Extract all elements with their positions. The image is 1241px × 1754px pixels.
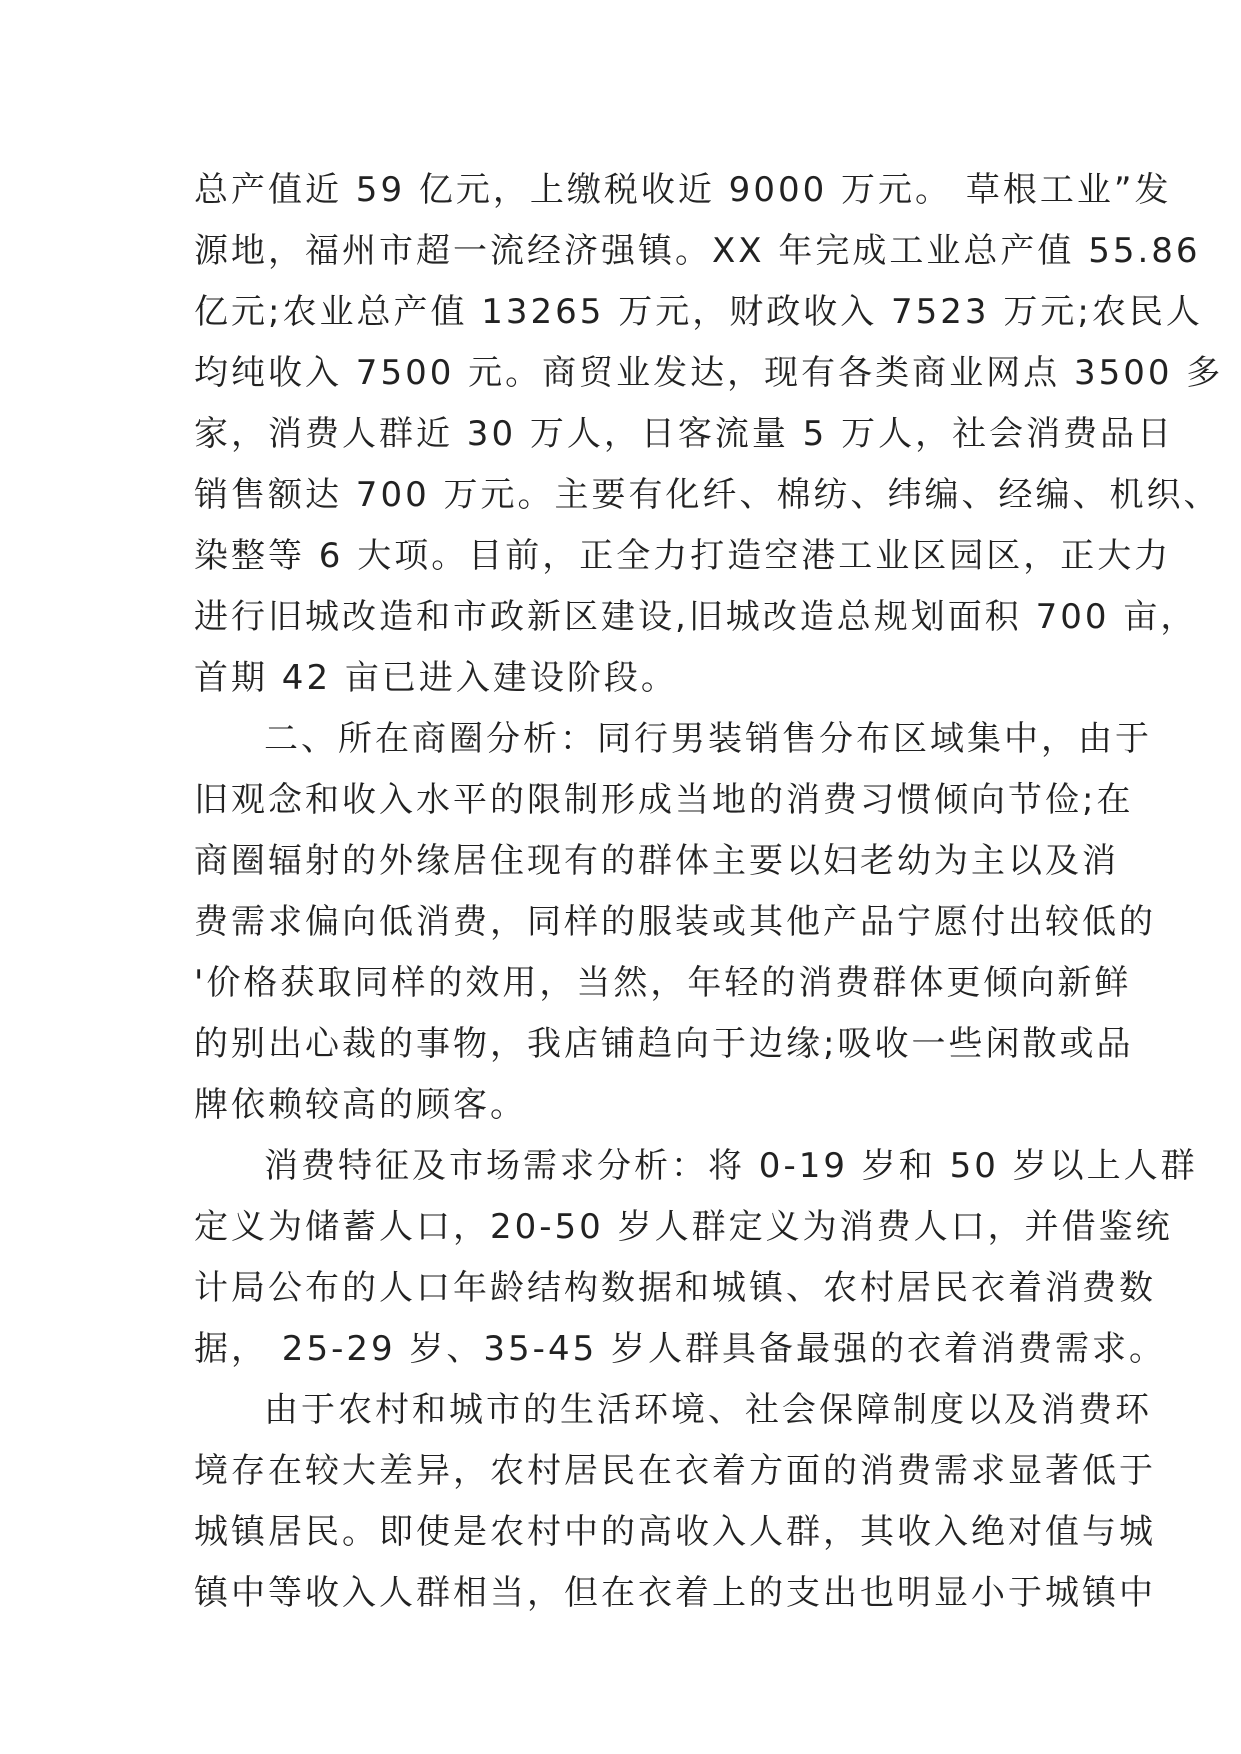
- text-line: 的别出心裁的事物，我店铺趋向于边缘;吸收一些闲散或品: [194, 1024, 1134, 1064]
- text-line: 首期 42 亩已进入建设阶段。: [194, 658, 678, 698]
- text-line: 总产值近 59 亿元，上缴税收近 9000 万元。 草根工业”发: [194, 170, 1172, 210]
- text-line: '价格获取同样的效用，当然，年轻的消费群体更倾向新鲜: [194, 963, 1132, 1003]
- text-line: 源地，福州市超一流经济强镇。XX 年完成工业总产值 55.86: [194, 231, 1201, 271]
- text-line: 均纯收入 7500 元。商贸业发达，现有各类商业网点 3500 多: [194, 353, 1224, 393]
- text-line: 境存在较大差异，农村居民在衣着方面的消费需求显著低于: [194, 1451, 1156, 1491]
- paragraph-first-line: 二、所在商圈分析：同行男装销售分布区域集中，由于: [264, 719, 1152, 759]
- text-line: 家，消费人群近 30 万人，日客流量 5 万人，社会消费品日: [194, 414, 1175, 454]
- text-line: 商圈辐射的外缘居住现有的群体主要以妇老幼为主以及消: [194, 841, 1119, 881]
- text-line: 据， 25-29 岁、35-45 岁人群具备最强的衣着消费需求。: [194, 1329, 1167, 1369]
- paragraph-first-line: 消费特征及市场需求分析：将 0-19 岁和 50 岁以上人群: [264, 1146, 1198, 1186]
- text-line: 进行旧城改造和市政新区建设,旧城改造总规划面积 700 亩，: [194, 597, 1198, 637]
- text-line: 旧观念和收入水平的限制形成当地的消费习惯倾向节俭;在: [194, 780, 1134, 820]
- text-line: 亿元;农业总产值 13265 万元，财政收入 7523 万元;农民人: [194, 292, 1203, 332]
- text-line: 镇中等收入人群相当，但在衣着上的支出也明显小于城镇中: [194, 1573, 1156, 1613]
- text-line: 定义为储蓄人口，20-50 岁人群定义为消费人口，并借鉴统: [194, 1207, 1173, 1247]
- text-line: 牌依赖较高的顾客。: [194, 1085, 527, 1125]
- text-line: 计局公布的人口年龄结构数据和城镇、农村居民衣着消费数: [194, 1268, 1156, 1308]
- text-line: 城镇居民。即使是农村中的高收入人群，其收入绝对值与城: [194, 1512, 1156, 1552]
- text-line: 销售额达 700 万元。主要有化纤、棉纺、纬编、经编、机织、: [194, 475, 1221, 515]
- text-line: 费需求偏向低消费，同样的服装或其他产品宁愿付出较低的: [194, 902, 1156, 942]
- paragraph-first-line: 由于农村和城市的生活环境、社会保障制度以及消费环: [264, 1390, 1152, 1430]
- document-body: [194, 160, 1224, 1624]
- text-line: 染整等 6 大项。目前，正全力打造空港工业区园区，正大力: [194, 536, 1172, 576]
